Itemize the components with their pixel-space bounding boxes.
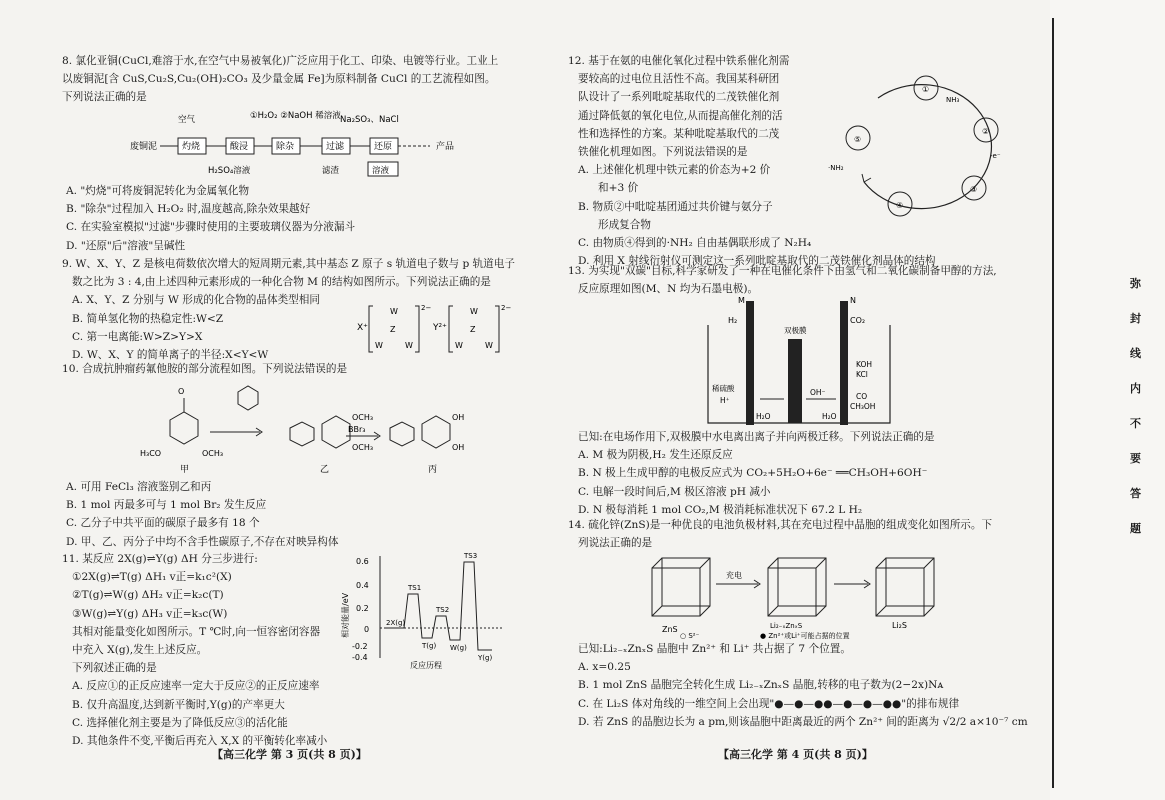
seal-char: 不 — [1130, 417, 1141, 430]
question-8: 8. 氯化亚铜(CuCl,难溶于水,在空气中易被氧化)广泛应用于化工、印染、电镀等行业。工业上 以废铜泥[含 CuS,Cu₂S,Cu₂(OH)₂CO₃ 及少量金属 Fe]为原料制备 CuCl 的工艺流程如图。 下列说法正确的是 — [62, 55, 499, 104]
page-footer-right: 【高三化学 第 4 页(共 8 页)】 — [718, 748, 873, 761]
svg-text:CO: CO — [856, 392, 868, 401]
svg-text:W: W — [455, 341, 463, 350]
svg-text:2X(g): 2X(g) — [386, 619, 406, 627]
svg-text:TS2: TS2 — [436, 606, 450, 614]
svg-text:H₂O: H₂O — [822, 412, 837, 421]
flow-step: 产品 — [436, 142, 455, 152]
svg-text:0.2: 0.2 — [356, 604, 369, 613]
svg-text:双极膜: 双极膜 — [784, 326, 807, 335]
question-11: 11. 某反应 2X(g)⇌Y(g) ΔH 分三步进行: ①2X(g)⇌T(g) ΔH₁ v正=k₁c²(X) ②T(g)⇌W(g) ΔH₂ v正=k₂c(T) ③W(g)⇌Y(g) ΔH₃ v正=k₃c(W) 其相对能量变化如图所示。T ℃时,向一恒容密闭容器 中充入 X(g),发生上述反应。 下列叙述正确的是 A. 反应①的正反应速率一定大于反应②的正反应速率 B. 仅升高温度,达到新平衡时,Y(g)的产率更大 C. 选择催化剂主要是为了降低反应③的活化能 D. 其他条件不变,平衡后再充入 X,X 的平衡转化率减小 — [62, 553, 328, 748]
svg-text:N: N — [850, 296, 856, 305]
svg-text:稀硫酸: 稀硫酸 — [712, 384, 735, 393]
seal-char: 封 — [1130, 312, 1141, 325]
compound-label: 甲 — [180, 465, 190, 475]
question-14: 14. 硫化锌(ZnS)是一种优良的电池负极材料,其在充电过程中晶胞的组成变化如图所示。下 列说法正确的是 — [568, 519, 993, 550]
seal-char: 答 — [1130, 487, 1141, 500]
seal-char: 弥 — [1130, 277, 1141, 290]
svg-text:OCH₃: OCH₃ — [352, 413, 374, 422]
q11-energy-diagram — [342, 548, 512, 668]
svg-text:W: W — [405, 341, 413, 350]
seal-char: 要 — [1130, 452, 1141, 465]
svg-text:H₂O: H₂O — [756, 412, 771, 421]
svg-text:W: W — [375, 341, 383, 350]
question-10: 10. 合成抗肿瘤药氟他胺的部分流程如图。下列说法错误的是 — [62, 363, 348, 375]
flow-label: 溶液 — [372, 166, 390, 176]
svg-text:⑤: ⑤ — [854, 135, 862, 144]
svg-text:X⁺: X⁺ — [357, 323, 368, 333]
svg-text:充电: 充电 — [726, 571, 742, 580]
q10-options: A. 可用 FeCl₃ 溶液鉴别乙和丙 B. 1 mol 丙最多可与 1 mol Br₂ 发生反应 C. 乙分子中共平面的碳原子最多有 18 个 D. 甲、乙、丙分子中均不含手性碳原子,不存在对映异构体 — [66, 481, 339, 548]
svg-text:Z: Z — [470, 325, 476, 334]
flow-step: 过滤 — [326, 142, 345, 152]
svg-text:O: O — [178, 387, 185, 396]
svg-text:②: ② — [982, 127, 990, 136]
svg-text:Y(g): Y(g) — [478, 654, 493, 662]
svg-text:①: ① — [922, 85, 930, 94]
flow-label: 空气 — [178, 115, 196, 125]
svg-text:● Zn²⁺或Li⁺可能占据的位置: ● Zn²⁺或Li⁺可能占据的位置 — [760, 632, 850, 640]
svg-text:相对能量/eV: 相对能量/eV — [341, 592, 350, 638]
flow-step: 废铜泥 — [130, 142, 158, 152]
svg-text:Y²⁺: Y²⁺ — [433, 323, 447, 333]
svg-text:M: M — [738, 296, 745, 305]
svg-text:KCl: KCl — [856, 370, 868, 379]
compound-label: 乙 — [320, 465, 330, 475]
svg-text:OH⁻: OH⁻ — [810, 388, 826, 397]
flow-step: 除杂 — [276, 142, 295, 152]
question-9: 9. W、X、Y、Z 是核电荷数依次增大的短周期元素,其中基态 Z 原子 s 轨道电子数与 p 轨道电子 数之比为 3 : 4,由上述四种元素形成的一种化合物 M 的结构如图所示。下列说法正确的是 A. X、Y、Z 分别与 W 形成的化合物的晶体类型相同 B. 简单氢化物的热稳定性:W<Z C. 第一电离能:W>Z>Y>X D. W、X、Y 的简单离子的半径:X<Y<W — [62, 258, 515, 362]
flow-step: 灼烧 — [182, 142, 201, 152]
flow-label: Na₂SO₃、NaCl — [340, 115, 399, 125]
seal-line — [1052, 18, 1054, 788]
svg-text:Li₂₋ₓZnₓS: Li₂₋ₓZnₓS — [770, 622, 803, 630]
svg-text:CO₂: CO₂ — [850, 316, 866, 325]
svg-text:-0.2: -0.2 — [352, 642, 368, 651]
seal-margin — [1050, 0, 1165, 800]
q8-options: A. "灼烧"可将废铜泥转化为金属氧化物 B. "除杂"过程加入 H₂O₂ 时,温度越高,除杂效果越好 C. 在实验室模拟"过滤"步骤时使用的主要玻璃仪器为分液漏斗 D. "还原"后"溶液"呈碱性 — [66, 185, 356, 252]
q10-synthesis-diagram — [140, 380, 510, 475]
svg-text:W: W — [470, 307, 478, 316]
seal-char: 线 — [1130, 347, 1141, 360]
svg-text:2−: 2− — [501, 304, 512, 312]
svg-text:OH: OH — [452, 413, 465, 422]
svg-text:NH₃: NH₃ — [946, 96, 960, 104]
svg-text:0.4: 0.4 — [356, 581, 369, 590]
q8-flow-diagram — [100, 110, 470, 180]
flow-label: ①H₂O₂ ②NaOH 稀溶液 — [250, 111, 341, 121]
svg-text:BBr₃: BBr₃ — [348, 425, 366, 434]
svg-text:W: W — [390, 307, 398, 316]
question-12: 12. 基于在氨的电催化氧化过程中铁系催化剂需 要较高的过电位且活性不高。我国某科研团 队设计了一系列吡啶基取代的二茂铁催化剂 通过降低氨的氧化电位,从而提高催化剂的活 性和选择性的方案。某种吡啶基取代的二茂 铁催化机理如图。下列说法错误的是 A. 上述催化机理中铁元素的价态为+2 价 和+3 价 B. 物质②中吡啶基团通过共价键与氨分子 形成复合物 C. 由物质④得到的·NH₂ 自由基偶联形成了 N₂H₄ D. 利用 X 射线衍射仪可测定这一系列吡啶基取代的二茂铁催化剂晶体的结构 — [568, 55, 936, 268]
svg-text:反应历程: 反应历程 — [410, 661, 442, 670]
svg-text:T(g): T(g) — [422, 642, 437, 650]
seal-char: 题 — [1130, 522, 1141, 535]
svg-text:OCH₃: OCH₃ — [352, 443, 374, 452]
q13-electrolysis-diagram — [700, 295, 900, 430]
svg-text:·NH₂: ·NH₂ — [828, 164, 844, 172]
svg-text:Li₂S: Li₂S — [892, 621, 907, 630]
q14-options: 已知:Li₂₋ₓZnₓS 晶胞中 Zn²⁺ 和 Li⁺ 共占据了 7 个位置。 A. x=0.25 B. 1 mol ZnS 晶胞完全转化生成 Li₂₋ₓZnₓS 晶胞,转移的电子数为(2−2x)Nᴀ C. 在 Li₂S 体对角线的一维空间上会出现"●—●—●●—●—●—●●"的排布规律 D. 若 ZnS 的晶胞边长为 a pm,则该晶胞中距离最近的两个 Zn²⁺ 间的距离为 √2/2 a×10⁻⁷ cm — [578, 643, 1028, 728]
svg-text:H₃CO: H₃CO — [140, 449, 162, 458]
svg-text:TS1: TS1 — [408, 584, 422, 592]
svg-text:OH: OH — [452, 443, 465, 452]
svg-text:W: W — [485, 341, 493, 350]
svg-text:0.6: 0.6 — [356, 557, 369, 566]
svg-text:TS3: TS3 — [464, 552, 478, 560]
svg-text:③: ③ — [970, 185, 978, 194]
svg-text:OCH₃: OCH₃ — [202, 449, 224, 458]
svg-text:H⁺: H⁺ — [720, 396, 730, 405]
q12-catalytic-cycle — [818, 58, 1023, 223]
q13-options: 已知:在电场作用下,双极膜中水电离出离子并向两极迁移。下列说法正确的是 A. M 极为阴极,H₂ 发生还原反应 B. N 极上生成甲醇的电极反应式为 CO₂+5H₂O+6e⁻ ══CH₃OH+6OH⁻ C. 电解一段时间后,M 极区溶液 pH 减小 D. N 极每消耗 1 mol CO₂,M 极消耗标准状况下 67.2 L H₂ — [578, 431, 935, 516]
svg-text:2−: 2− — [421, 304, 432, 312]
svg-text:H₂: H₂ — [728, 316, 738, 325]
svg-text:KOH: KOH — [856, 360, 873, 369]
flow-label: H₂SO₄溶液 — [208, 166, 251, 176]
compound-label: 丙 — [428, 465, 438, 475]
svg-text:ZnS: ZnS — [662, 625, 678, 634]
seal-char: 内 — [1130, 382, 1141, 395]
svg-text:CH₃OH: CH₃OH — [850, 402, 876, 411]
svg-text:④: ④ — [896, 201, 904, 210]
flow-label: 滤渣 — [322, 166, 340, 176]
svg-text:-e⁻: -e⁻ — [990, 152, 1001, 160]
flow-step: 还原 — [374, 142, 393, 152]
svg-text:W(g): W(g) — [450, 644, 467, 652]
q14-crystal-diagram — [640, 552, 970, 640]
svg-text:0: 0 — [364, 625, 370, 634]
question-13: 13. 为实现"双碳"目标,科学家研发了一种在电催化条件下由氢气和二氧化碳制备甲醇的方法, 反应原理如图(M、N 均为石墨电极)。 — [568, 265, 997, 296]
q9-structure-diagram — [355, 300, 515, 358]
svg-text:○ S²⁻: ○ S²⁻ — [680, 632, 700, 640]
flow-step: 酸浸 — [230, 142, 249, 152]
svg-text:-0.4: -0.4 — [352, 653, 368, 662]
svg-text:Z: Z — [390, 325, 396, 334]
page-footer-left: 【高三化学 第 3 页(共 8 页)】 — [212, 748, 367, 761]
